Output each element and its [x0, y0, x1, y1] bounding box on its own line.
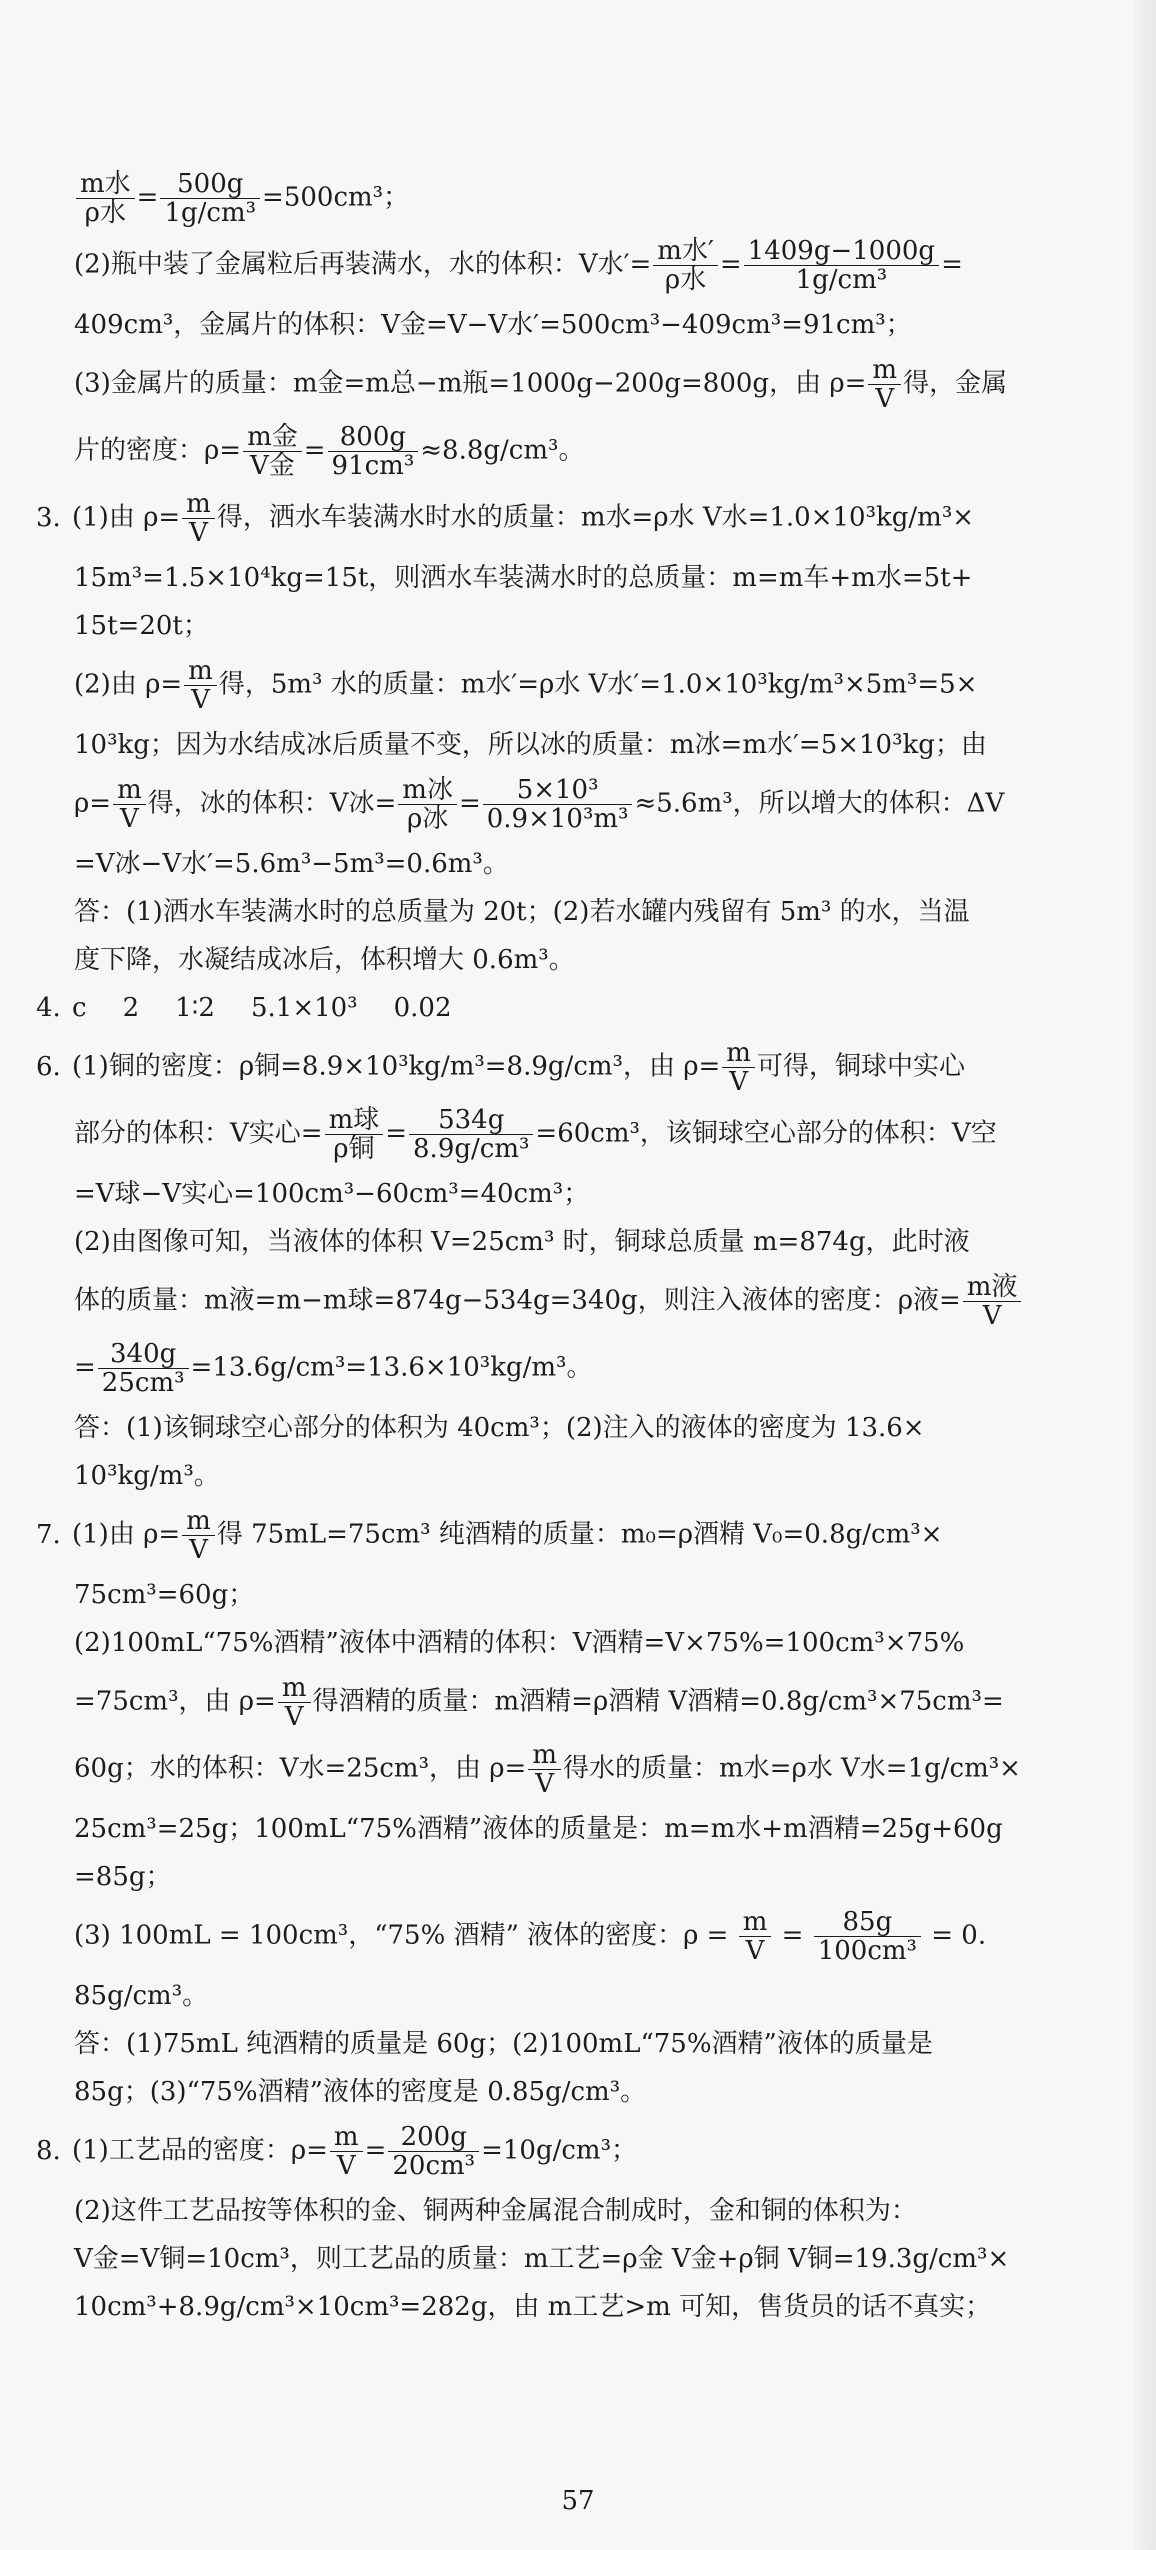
q6-line6: = $\frac{340g}{\text{25cm³}}$ =13.6g/cm³=13.6×10³kg/m³。 [74, 1339, 593, 1398]
q4-answer: c [72, 993, 87, 1023]
fraction: $\frac{m}{V}$ [528, 1741, 561, 1798]
q4-answer: 0.02 [393, 993, 452, 1023]
q8-line2: (2)这件工艺品按等体积的金、铜两种金属混合制成时，金和铜的体积为： [74, 2196, 917, 2226]
q6-line5: 体的质量：m液=m−m球=874g−534g=340g，则注入液体的密度：ρ液= $\frac{\text{m液}}{V}$ [36, 1273, 1046, 1330]
page-edge-shadow [1134, 0, 1156, 2550]
page-number: 57 [561, 2486, 595, 2516]
q8-line4: 10cm³+8.9g/cm³×10cm³=282g，由 m工艺>m 可知，售货员的话不真实； [74, 2292, 992, 2322]
q6-line2: 部分的体积：V实心= $\frac{\text{m球}}{\text{ρ铜}}$ = $\frac{534g}{\text{8.9g/cm³}}$ =60cm³，该铜球空心部分的体积：V空 [74, 1105, 997, 1164]
fraction: $\frac{85g}{\text{100cm³}}$ [814, 1908, 921, 1965]
q7-line3: (2)100mL“75%酒精”液体中酒精的体积：V酒精=V×75%=100cm³×75% [74, 1628, 965, 1658]
q7-line6: 25cm³=25g；100mL“75%酒精”液体的质量是：m=m水+m酒精=25g+60g [74, 1814, 1003, 1844]
fraction: $\frac{m}{V}$ [330, 2123, 363, 2180]
fraction: $\frac{m}{V}$ [182, 490, 215, 547]
fraction: $\frac{\text{m冰}}{\text{ρ冰}}$ [398, 776, 457, 833]
fraction: $\frac{800g}{\text{91cm³}}$ [328, 423, 419, 480]
q3-line3: 15t=20t； [74, 611, 209, 641]
q8-line3: V金=V铜=10cm³，则工艺品的质量：m工艺=ρ金 V金+ρ铜 V铜=19.3g/cm³× [74, 2244, 1010, 2274]
q6-line1: 6. (1)铜的密度：ρ铜=8.9×10³kg/m³=8.9g/cm³，由 ρ= $\frac{m}{V}$ 可得，铜球中实心 [36, 1038, 965, 1097]
fraction: $\frac{340g}{\text{25cm³}}$ [98, 1340, 189, 1397]
q7-line8: (3) 100mL = 100cm³，“75% 酒精” 液体的密度：ρ = $\frac{m}{V}$ = $\frac{85g}{\text{100cm³}}$ = 0. [74, 1907, 987, 1966]
fraction: $\frac{\text{m球}}{\text{ρ铜}}$ [325, 1106, 384, 1163]
sol2-line1: $\frac{\text{m水}}{\text{ρ水}}$ = $\frac{500g}{\text{1g/cm³}}$ =500cm³； [36, 170, 1046, 227]
fraction: $\frac{m}{V}$ [739, 1908, 772, 1965]
q4-answer: 2 [122, 993, 140, 1023]
q4-line [36, 987, 1046, 1029]
q6-line3: =V球−V实心=100cm³−60cm³=40cm³； [74, 1179, 590, 1209]
q7-line5: 60g；水的体积：V水=25cm³，由 ρ= $\frac{m}{V}$ 得水的质量：m水=ρ水 V水=1g/cm³× [74, 1740, 1021, 1799]
q3-line5: 10³kg；因为水结成冰后质量不变，所以冰的质量：m冰=m水′=5×10³kg；由 [74, 730, 987, 760]
q6-answer-line2: 10³kg/m³。 [74, 1461, 220, 1491]
q7-line4: =75cm³，由 ρ= $\frac{m}{V}$ 得酒精的质量：m酒精=ρ酒精 V酒精=0.8g/cm³×75cm³= [74, 1673, 1004, 1732]
q7-line7: =85g； [74, 1862, 172, 1892]
question-number: 3. [36, 502, 61, 533]
q4-answer: 5.1×10³ [250, 993, 358, 1023]
question-number: 4. [36, 993, 61, 1023]
q7-answer-line2: 85g；(3)“75%酒精”液体的密度是 0.85g/cm³。 [74, 2077, 647, 2107]
q3-line4: (2)由 ρ= $\frac{m}{V}$ 得，5m³ 水的质量：m水′=ρ水 V水′=1.0×10³kg/m³×5m³=5× [74, 656, 978, 715]
fraction: $\frac{\text{m液}}{V}$ [963, 1273, 1022, 1330]
q3-answer-line1: 答：(1)洒水车装满水时的总质量为 20t；(2)若水罐内残留有 5m³ 的水，当温 [74, 897, 970, 927]
q8-line1: 8. (1)工艺品的密度：ρ= $\frac{m}{V}$ = $\frac{200g}{\text{20cm³}}$ =10g/cm³； [36, 2122, 638, 2181]
fraction: $\frac{\text{5×10³}}{\text{0.9×10³m³}}$ [483, 776, 633, 833]
question-number: 7. [36, 1519, 61, 1550]
q4-answer: 1∶2 [175, 993, 215, 1023]
sol2-line2: (2)瓶中装了金属粒后再装满水，水的体积：V水′= $\frac{\text{m水′}}{\text{ρ水}}$ = $\frac{1409g-1000g}{\text{1g/cm³}}$ = [74, 236, 963, 295]
sol2-line4: (3)金属片的质量：m金=m总−m瓶=1000g−200g=800g，由 ρ= $\frac{m}{V}$ 得，金属 [74, 355, 1008, 414]
fraction: $\frac{200g}{\text{20cm³}}$ [388, 2123, 479, 2180]
fraction: $\frac{\text{m水}}{\text{ρ水}}$ [76, 170, 135, 227]
q7-line2: 75cm³=60g； [74, 1580, 255, 1610]
fraction: $\frac{1409g-1000g}{\text{1g/cm³}}$ [744, 237, 939, 294]
fraction: $\frac{m}{V}$ [722, 1039, 755, 1096]
fraction: $\frac{500g}{\text{1g/cm³}}$ [160, 170, 260, 227]
q3-answer-line2: 度下降，水凝结成冰后，体积增大 0.6m³。 [74, 945, 575, 975]
q6-line4: (2)由图像可知，当液体的体积 V=25cm³ 时，铜球总质量 m=874g，此时液 [74, 1227, 970, 1257]
sol2-line5: 片的密度：ρ= $\frac{\text{m金}}{\text{V金}}$ = $\frac{800g}{\text{91cm³}}$ ≈8.8g/cm³。 [74, 422, 585, 481]
fraction: $\frac{m}{V}$ [184, 657, 217, 714]
fraction: $\frac{534g}{\text{8.9g/cm³}}$ [409, 1106, 533, 1163]
q3-line6: ρ= $\frac{m}{V}$ 得，冰的体积：V冰= $\frac{\text{m冰}}{\text{ρ冰}}$ = $\frac{\text{5×10³}}{\text{0.9×10³m³}}$ ≈5.6m³，所以增大的体积：ΔV [74, 775, 1005, 834]
question-number: 8. [36, 2135, 61, 2166]
q3-line2: 15m³=1.5×10⁴kg=15t，则洒水车装满水时的总质量：m=m车+m水=5t+ [74, 563, 973, 593]
q3-line1: 3. (1)由 ρ= $\frac{m}{V}$ 得，洒水车装满水时水的质量：m水=ρ水 V水=1.0×10³kg/m³× [36, 489, 975, 548]
fraction: $\frac{\text{m水′}}{\text{ρ水}}$ [653, 237, 718, 294]
solution-content [36, 160, 1046, 2334]
fraction: $\frac{m}{V}$ [182, 1507, 215, 1564]
fraction: $\frac{m}{V}$ [278, 1674, 311, 1731]
sol2-line3: 409cm³，金属片的体积：V金=V−V水′=500cm³−409cm³=91cm³； [74, 310, 912, 340]
question-number: 6. [36, 1051, 61, 1082]
fraction: $\frac{\text{m金}}{\text{V金}}$ [243, 423, 302, 480]
q7-line9: 85g/cm³。 [74, 1981, 209, 2011]
q7-line1: 7. (1)由 ρ= $\frac{m}{V}$ 得 75mL=75cm³ 纯酒精的质量：m₀=ρ酒精 V₀=0.8g/cm³× [36, 1506, 943, 1565]
q3-line7: =V冰−V水′=5.6m³−5m³=0.6m³。 [74, 849, 509, 879]
q7-answer-line1: 答：(1)75mL 纯酒精的质量是 60g；(2)100mL“75%酒精”液体的质量是 [74, 2029, 933, 2059]
fraction: $\frac{m}{V}$ [868, 356, 901, 413]
q6-answer-line1: 答：(1)该铜球空心部分的体积为 40cm³；(2)注入的液体的密度为 13.6× [74, 1413, 925, 1443]
fraction: $\frac{m}{V}$ [113, 776, 146, 833]
